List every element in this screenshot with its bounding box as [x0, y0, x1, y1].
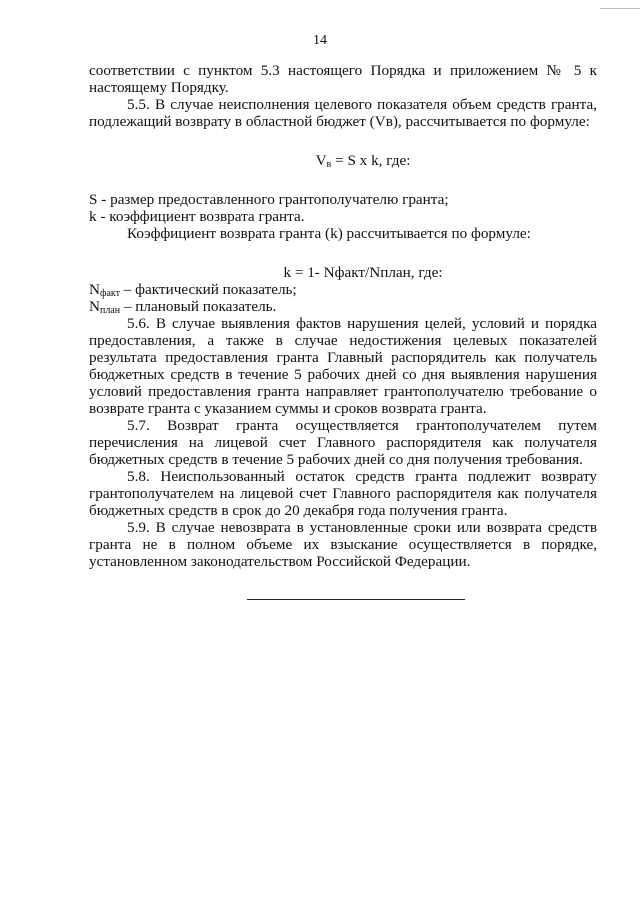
formula-v-subscript: в — [326, 159, 332, 170]
n-fact-subscript: факт — [99, 288, 120, 299]
n-fact-description: – фактический показатель; — [119, 281, 297, 298]
scan-corner-mark — [600, 0, 640, 9]
page-number: 14 — [313, 33, 327, 48]
n-plan-subscript: план — [99, 305, 121, 316]
paragraph-5-7: 5.7. Возврат гранта осуществляется грантополучателем путем перечисления на лицевой счет Главного распорядителя как получателя бюджетных средств в течение 5 рабочих дней со дня получения требования. — [89, 417, 597, 468]
end-of-section-rule — [247, 599, 465, 600]
paragraph-5-5: 5.5. В случае неисполнения целевого показателя объем средств гранта, подлежащий возврату в областной бюджет (Vв), рассчитывается по формуле: — [89, 96, 597, 130]
n-plan-symbol: N — [89, 298, 100, 315]
document-body — [89, 62, 597, 570]
definition-s: S - размер предоставленного грантополучателю гранта; — [89, 191, 449, 208]
paragraph-5-8: 5.8. Неиспользованный остаток средств гранта подлежит возврату грантополучателем на лицевой счет Главного распорядителя как получателя бюджетных средств в срок до 20 декабря года получения гранта. — [89, 468, 597, 519]
definition-n-fact — [89, 281, 597, 298]
n-fact-symbol: N — [89, 281, 100, 298]
paragraph-intro: соответствии с пунктом 5.3 настоящего Порядка и приложением № 5 к настоящему Порядку. — [89, 62, 597, 96]
formula-v — [89, 152, 597, 169]
formula-v-expression: = S x k, где: — [331, 152, 411, 169]
formula-v-symbol: V — [315, 152, 327, 169]
paragraph-coefficient: Коэффициент возврата гранта (k) рассчитывается по формуле: — [127, 225, 531, 242]
definition-k: k - коэффициент возврата гранта. — [89, 208, 305, 225]
paragraph-5-6: 5.6. В случае выявления фактов нарушения целей, условий и порядка предоставления, а также в случае недостижения целевых показателей результата предоставления гранта Главный распорядитель как получатель бюджетных средств в течение 5 рабочих дней со дня выявления нарушения условий предоставления гранта направляет грантополучателю требование о возврате гранта с указанием суммы и сроков возврата гранта. — [89, 315, 597, 417]
n-plan-description: – плановый показатель. — [120, 298, 277, 315]
formula-k: k = 1- Nфакт/Nплан, где: — [283, 264, 443, 281]
definition-n-plan — [89, 298, 597, 315]
paragraph-5-9: 5.9. В случае невозврата в установленные сроки или возврата средств гранта не в полном объеме их взыскание осуществляется в порядке, установленном законодательством Российской Федерации. — [89, 519, 597, 570]
